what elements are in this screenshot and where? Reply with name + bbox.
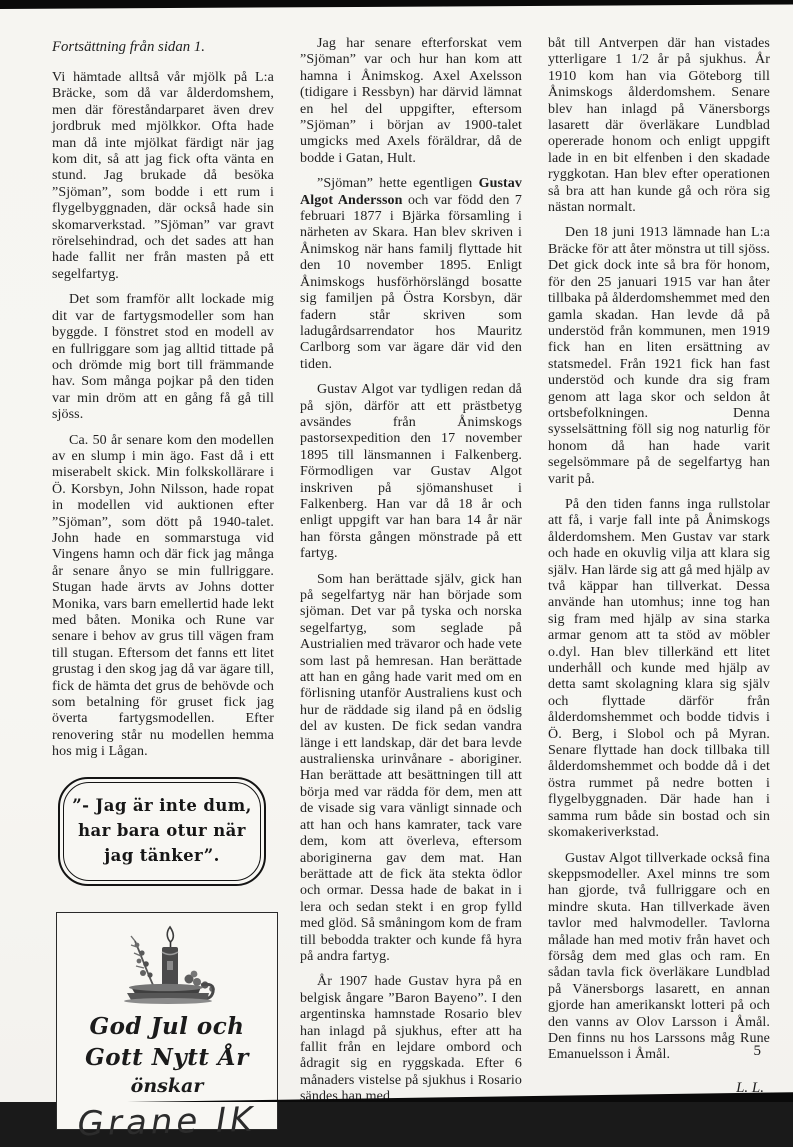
quote-line-2: har bara otur när jag tänker”. (78, 820, 246, 865)
paragraph (300, 176, 522, 373)
quote-box-inner-border (63, 782, 261, 881)
paragraph: Vi hämtade alltså vår mjölk på L:a Bräcke, som då var ålderdomshem, men där föreståndarparet även drev jordbruk med mjölkkor. Ofta hade man då inte mjölkat färdigt när jag kom dit, så att jag fick ofta vänta en stund. Jag brukade då besöka ”Sjöman”, som bodde i ett rum i flygelbyggnaden, där också hade sin skomarverkstad. ”Sjöman” var gravt rörelsehindrad, och det sades att han hade fallit ner från masten på ett segelfartyg. (52, 70, 274, 282)
candle-icon (57, 923, 277, 1011)
page-number: 5 (753, 1043, 761, 1059)
three-column-layout (52, 36, 770, 1144)
paragraph: Ca. 50 år senare kom den modellen av en slump i min ägo. Fast då i ett miserabelt skick. Min folkskollärare i Ö. Korsbyn, John Nilsson, hade ropat in modellen vid auktionen efter ”Sjöman”, som dött på 1940-talet. John hade en sommarstuga vid Vingens hamn och där fick jag många år senare ånyo se min fullriggare. Stugan hade ärvts av Johns dotter Monika, vars barn emellertid hade lekt med båten. Monika och Rune var senare i behov av grus till vägen fram till stugan. Eftersom det fanns ett litet grustag i den skog jag då var ägare till, fick de hämta det grus de behövde och som betalning för gruset fick jag överta fartygsmodellen. Efter renovering står nu modellen hemma hos mig i Lågan. (52, 432, 274, 760)
author-initials: L. L. (736, 1079, 764, 1096)
continuation-note: Fortsättning från sidan 1. (52, 39, 205, 55)
paragraph: Det som framför allt lockade mig dit var de fartygsmodeller som han byggde. I fönstret stod en modell av en fullriggare som jag alltid tittade på och drömde mig bort till främmande hav. Som många pojkar på den tiden var min dröm att en gång få gå till sjöss. (52, 292, 274, 423)
quote-box (58, 777, 266, 886)
paragraph: Gustav Algot var tydligen redan då på sjön, därför att ett prästbetyg avsändes från Ånimskogs pastorsexpedition den 17 november 1895 till länsmannen i Falkenberg. Förmodligen var Gustav Algot inskriven på sjömanshuset i Falkenberg. Han var då 18 år och enligt uppgift var han bara 14 år när han första gången mönstrade på ett fartyg. (300, 382, 522, 562)
paragraph: Som han berättade själv, gick han på segelfartyg när han började som sjöman. Det var på tyska och norska segelfartyg, som seglade på Austrialien med trävaror och hade vete som last på hemresan. Han berättade att han en gång hade varit med om en förlisning utanför Australiens kust och hur de räddade sig iland på en ödslig del av kusten. De fick sedan vandra länge i ett landskap, där det bara levde australienska urinvånare - aboriginer. Han berättade att besättningen till att börja med var rädda för dem, men att de visade sig vara vänligt sinnade och att han och hans kamrater, tack vare dem, kom att överleva, eftersom aboriginerna gav dem mat. Han berättade att de fick äta stekta ödlor och ormar. Dessa hade de bakat in i lera och sedan stekt i en grop fylld med glöd. Så småningom kom de fram till bebodda trakter och kunde få hyra på andra fartyg. (300, 571, 522, 964)
paragraph: Gustav Algot tillverkade också fina skeppsmodeller. Axel minns tre som han gjorde, två fullriggare och en mindre skuta. Han tillverkade även tavlor med halvmodeller. Tavlorna målade han med motiv från havet och försåg dem med glas och ram. En sådan tavla fick överläkare Lundblad på Vänersborgs lasarett, en annan gjorde han amerikanskt lotteri på och den vanns av Olov Larsson i Åmål. Den finns nu hos Larssons måg Rune Emanuelsson i Åmål. (548, 850, 770, 1063)
column-1 (52, 36, 274, 1144)
greeting-line-3: önskar (130, 1074, 204, 1097)
paragraph-text: och var född den 7 februari 1877 i Bjärka församling i närheten av Skara. Han blev skriven i Ånimskog när hans familj flyttade hit den 10 november 1895. Enligt Ånimskogs husförhörslängd bosatte sig familjen på Östra Korsbyn, där fadern står skriven som ladugårdsarrendator hos Mauritz Carlborg som var ägare där vid den tiden. (300, 192, 522, 372)
paragraph: Jag har senare efterforskat vem ”Sjöman” var och hur han kom att hamna i Ånimskog. Axel Axelsson (tidigare i Ressbyn) har därvid lämnat en hel del uppgifter, eftersom ”Sjöman” i början av 1900-talet umgicks med Axels föräldrar, då de bodde i Gatan, Hult. (300, 36, 522, 166)
scan-artifact-top-edge (0, 0, 793, 9)
paragraph: På den tiden fanns inga rullstolar att få, i varje fall inte på Ånimskogs ålderdomshem. Men Gustav var stark och hade en okuvlig vilja att klara sig själv. Han lärde sig att gå med hjälp av två käppar han tillverkat. Dessa använde han utomhus; inne tog han sig fram med hjälp av sina starka armar genom att ta stöd av möbler o.dyl. Han blev tillerkänd ett litet underhåll och kunde med hjälp av detta samt skolagning klara sig själv och flyttade därför från ålderdomshemmet och bodde tidvis i Ö. Berg, i Slobol och på Myran. Senare flyttade han dock tillbaka till ålderdomshemmet och bodde då i det östra rummet på nedre botten i flygelbyggnaden. Där hade han i samma rum både sin bostad och sin skomakeriverkstad. (548, 496, 770, 841)
paragraph: År 1907 hade Gustav hyra på en belgisk ångare ”Baron Bayeno”. I den argentinska hamnstade Rosario blev han inlagd på sjukhus, efter att ha fallit från en lejdare ombord och ådragit sig en ryggskada. Efter 6 månaders vistelse på sjukhus i Rosario sändes han med (300, 974, 522, 1105)
greeting-signature: Grane IK (77, 1099, 257, 1144)
christmas-greeting-box (56, 912, 278, 1144)
greeting-line-2: Gott Nytt År (85, 1043, 249, 1071)
greeting-line-1: God Jul och (89, 1012, 245, 1040)
column-3 (548, 36, 770, 1130)
paragraph-text: ”Sjöman” hette egentligen (317, 176, 479, 192)
paragraph: Den 18 juni 1913 lämnade han L:a Bräcke för att åter mönstra ut till sjöss. Det gick dock inte så bra för honom, för den 25 januari 1915 var han åter tillbaka på ålderdomshemmet med den gamla skadan. Han levde då på understöd från kommunen, men 1919 fick han en liten ersättning av statsmedel. Från 1921 fick han fast understöd och kunde dra sig fram genom att laga skor och seldon åt ortsbefolkningen. Denna sysselsättning föll sig nog naturlig för honom då han hade varit segelsömmare på de segelfartyg han varit på. (548, 225, 770, 487)
paragraph: båt till Antverpen där han vistades ytterligare 1 1/2 år på sjukhus. År 1910 kom han via Göteborg till Ånimskogs ålderdomshem. Senare blev han inlagd på Vänersborgs lasarett där överläkare Lundblad opererade honom och enligt uppgift lade in en bit elfenben i den skadade ryggkotan. Han blev efter operationen så bra att han kunde gå och röra sig nästan normalt. (548, 36, 770, 216)
quote-line-1: ”- Jag är inte dum, (72, 795, 252, 815)
person-name-bold: Gustav Algot Andersson (300, 176, 522, 208)
column-2 (300, 36, 522, 1130)
